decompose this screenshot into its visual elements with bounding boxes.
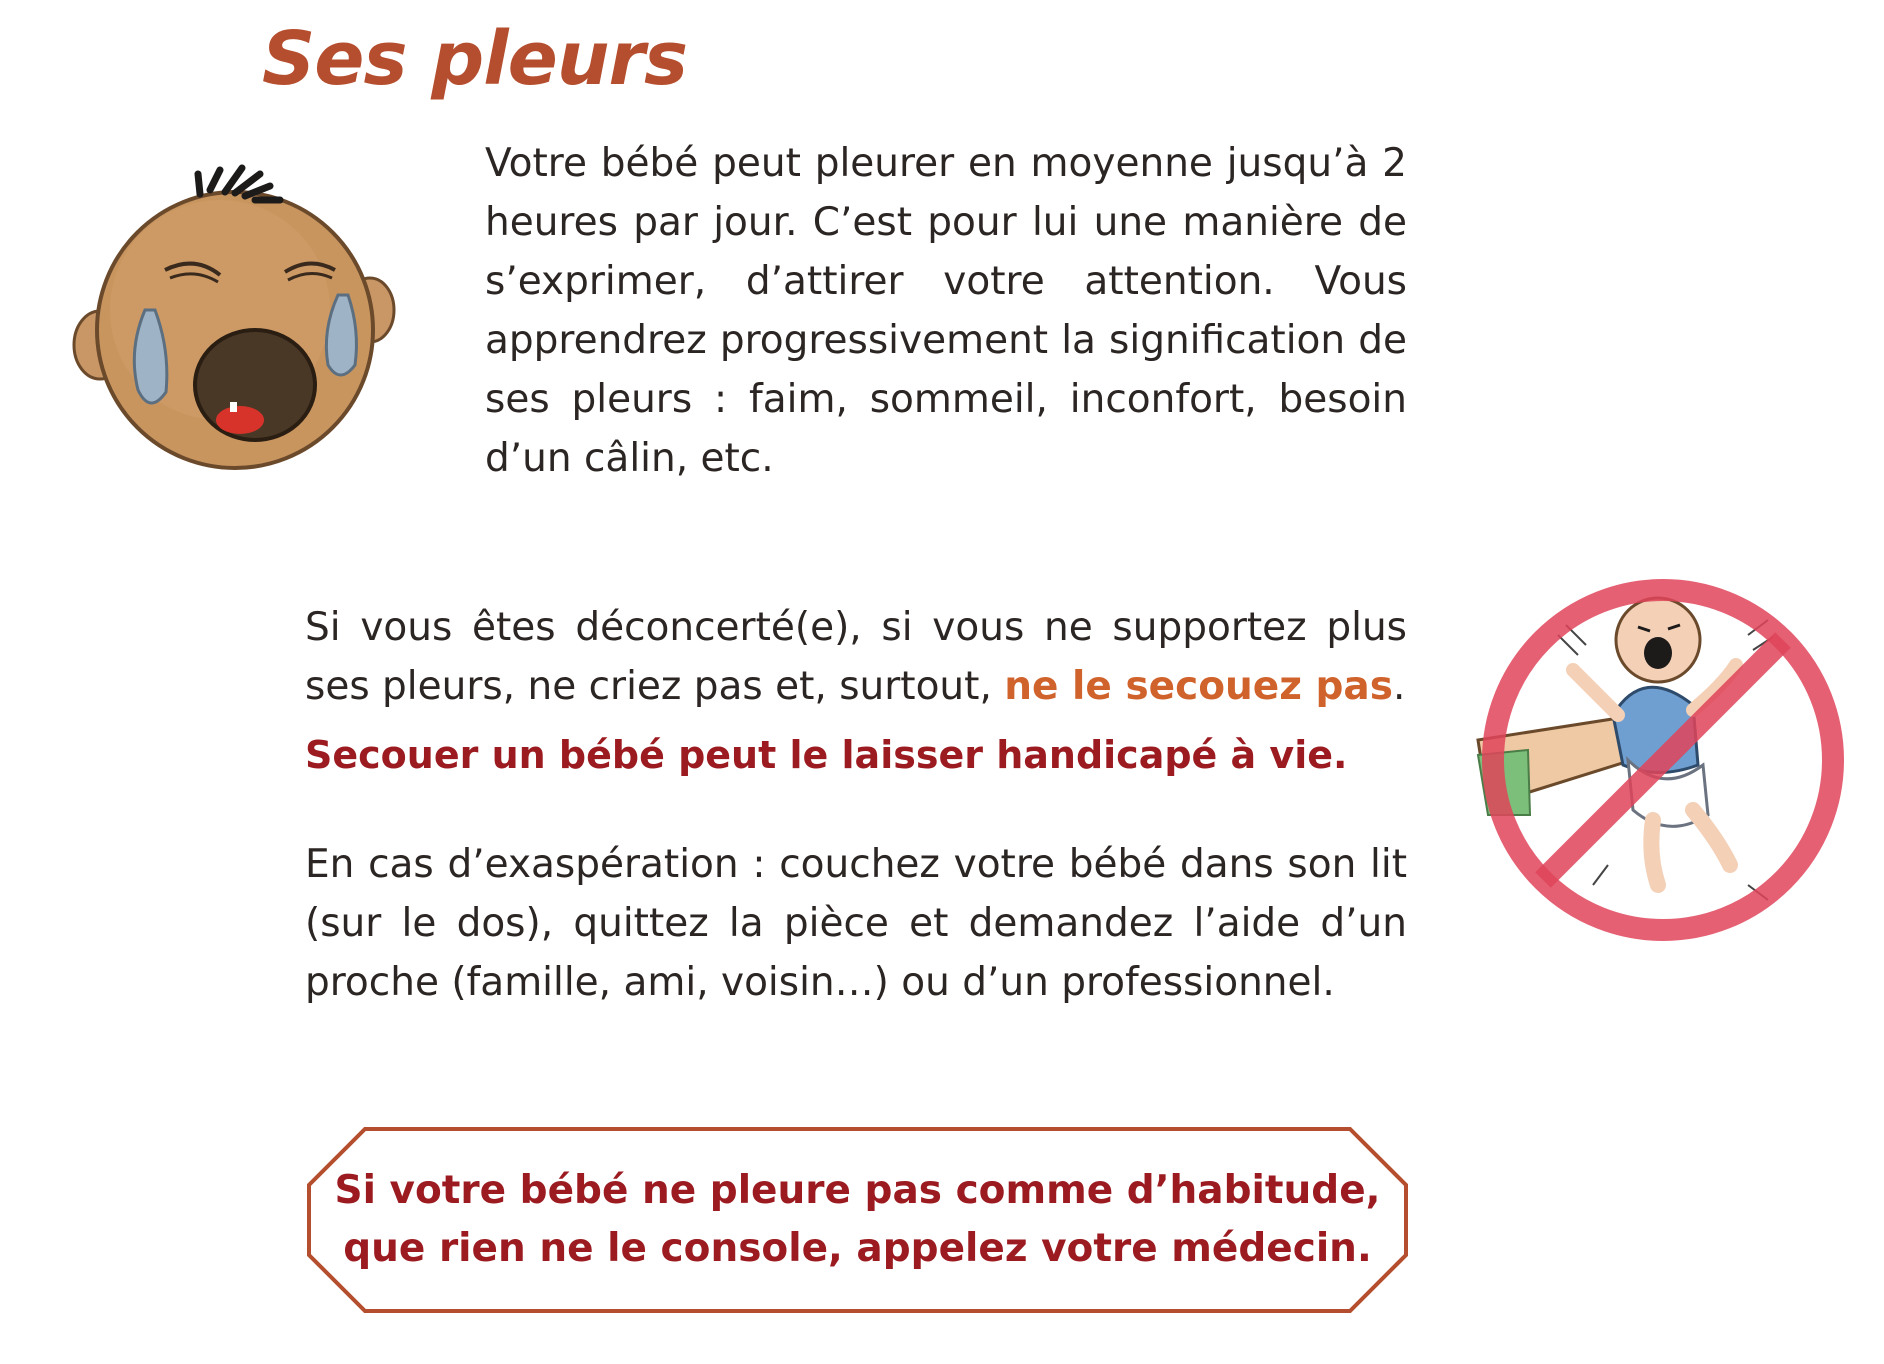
callout-text: [305, 1125, 1410, 1315]
shaking-advice-end: .: [1392, 664, 1406, 709]
no-shaking-sign-illustration: [1468, 565, 1858, 955]
callout-line-1: Si votre bébé ne pleure pas comme d’habitude,: [334, 1168, 1381, 1213]
shaking-advice-text: Si vous êtes déconcerté(e), si vous ne supportez plus ses pleurs, ne criez pas et, surtout,: [305, 605, 1407, 709]
shaking-warning: Secouer un bébé peut le laisser handicapé à vie.: [305, 733, 1348, 777]
shaking-advice-paragraph: [305, 598, 1407, 716]
crying-baby-face-illustration: [70, 160, 400, 490]
doctor-callout: [305, 1125, 1410, 1315]
page-title: Ses pleurs: [262, 16, 688, 102]
callout-line-2: que rien ne le console, appelez votre médecin.: [343, 1226, 1372, 1271]
exasperation-paragraph: En cas d’exaspération : couchez votre bébé dans son lit (sur le dos), quittez la pièce et demandez l’aide d’un proche (famille, ami, voisin…) ou d’un professionnel.: [305, 842, 1407, 1005]
shaking-advice-highlight: ne le secouez pas: [1004, 664, 1393, 709]
intro-paragraph: Votre bébé peut pleurer en moyenne jusqu’à 2 heures par jour. C’est pour lui une manière de s’exprimer, d’attirer votre attention. Vous apprendrez progressivement la signification de ses pleurs : faim, sommeil, inconfort, besoin d’un câlin, etc.: [485, 141, 1407, 481]
